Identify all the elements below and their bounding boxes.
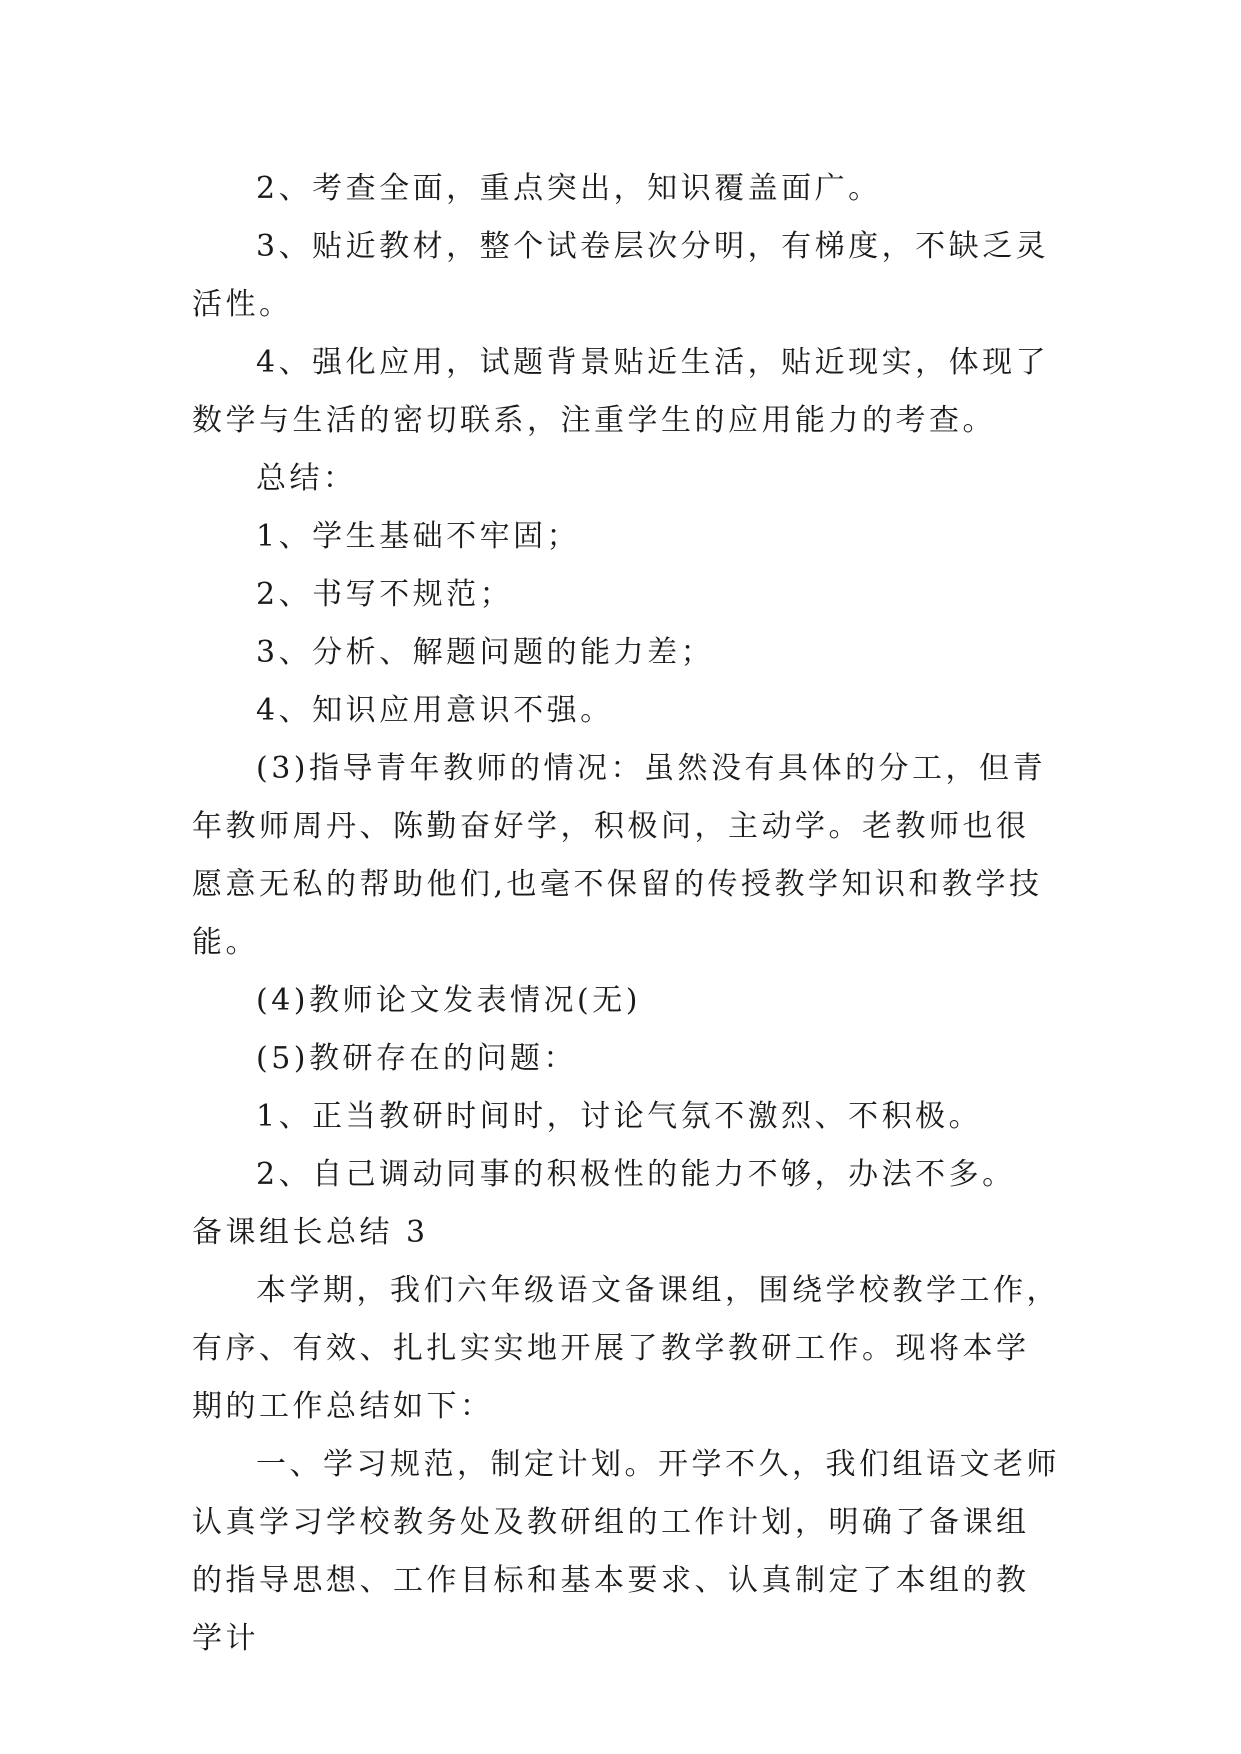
paragraph-summary-label: 总结： xyxy=(256,461,357,496)
paragraph-close-to-textbook: 3、贴近教材，整个试卷层次分明，有梯度，不缺乏灵活性。 xyxy=(192,229,1050,322)
paragraph-discussion-atmosphere: 1、正当教研时间时，讨论气氛不激烈、不积极。 xyxy=(256,1099,983,1134)
paragraph-semester-intro: 本学期，我们六年级语文备课组，围绕学校教学工作，有序、有效、扎扎实实地开展了教学教研工作。现将本学期的工作总结如下： xyxy=(192,1273,1060,1424)
section-heading: 备课组长总结 3 xyxy=(192,1215,429,1250)
paragraph-research-problems: (5)教研存在的问题： xyxy=(256,1041,577,1076)
paragraph-application-awareness: 4、知识应用意识不强。 xyxy=(256,693,614,728)
paragraph-paper-publication: (4)教师论文发表情况(无) xyxy=(256,983,641,1018)
paragraph-guiding-young-teachers: (3)指导青年教师的情况：虽然没有具体的分工，但青年教师周丹、陈勤奋好学，积极问，主动学。老教师也很愿意无私的帮助他们,也毫不保留的传授教学知识和教学技能。 xyxy=(192,751,1046,960)
document-body xyxy=(192,160,1062,1668)
paragraph-motivation-ability: 2、自己调动同事的积极性的能力不够，办法不多。 xyxy=(256,1157,1016,1192)
paragraph-weak-foundation: 1、学生基础不牢固； xyxy=(256,519,581,554)
paragraph-exam-comprehensive: 2、考查全面，重点突出，知识覆盖面广。 xyxy=(256,171,882,206)
paragraph-strengthen-application: 4、强化应用，试题背景贴近生活，贴近现实，体现了数学与生活的密切联系，注重学生的应用能力的考查。 xyxy=(192,345,1050,438)
paragraph-analysis-weak: 3、分析、解题问题的能力差； xyxy=(256,635,715,670)
paragraph-writing-nonstandard: 2、书写不规范； xyxy=(256,577,514,612)
paragraph-study-standards: 一、学习规范，制定计划。开学不久，我们组语文老师认真学习学校教务处及教研组的工作计划，明确了备课组的指导思想、工作目标和基本要求、认真制定了本组的教学计 xyxy=(192,1447,1060,1656)
